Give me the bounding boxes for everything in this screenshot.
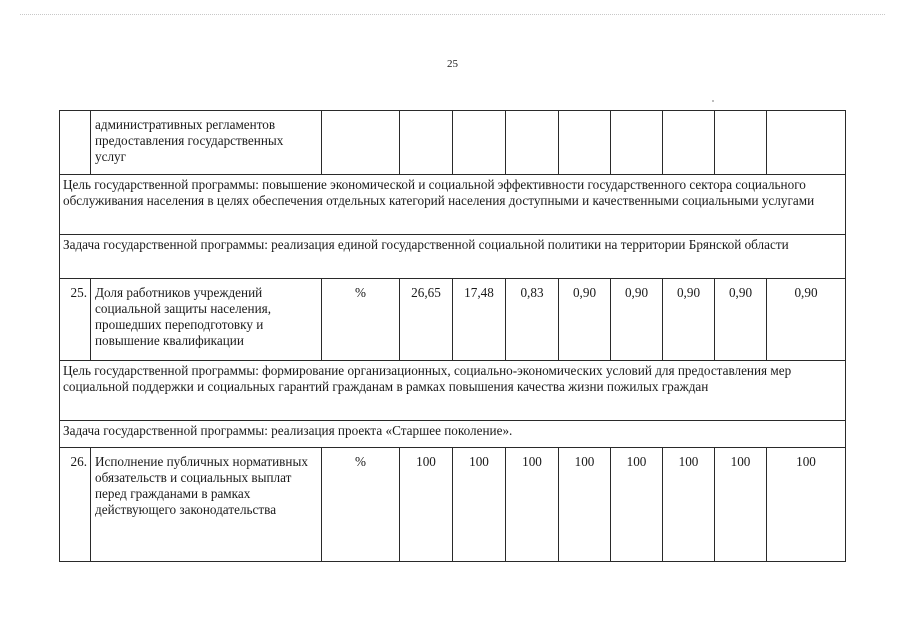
unit-cell: %	[322, 448, 400, 562]
indicator-name-cell: Доля работников учреждений социальной защиты населения, прошедших переподготовку и повышение квалификации	[91, 279, 322, 361]
value-cell: 100	[663, 448, 715, 562]
value-cell	[400, 111, 453, 175]
table-row	[60, 279, 846, 361]
value-cell: 26,65	[400, 279, 453, 361]
task-row	[60, 421, 846, 448]
scan-artifact-line	[20, 14, 885, 17]
unit-cell	[322, 111, 400, 175]
table-row	[60, 448, 846, 562]
value-cell	[611, 111, 663, 175]
goal-row	[60, 175, 846, 235]
value-cell: 100	[400, 448, 453, 562]
value-cell	[559, 111, 611, 175]
goal-text: Цель государственной программы: повышение экономической и социальной эффективности государственного сектора социального обслуживания населения в целях обеспечения отдельных категорий населения доступными и качественными социальными услугами	[60, 175, 846, 235]
task-text: Задача государственной программы: реализация единой государственной социальной политики на территории Брянской области	[60, 235, 846, 279]
unit-cell: %	[322, 279, 400, 361]
scan-artifact-dot	[712, 100, 714, 102]
value-cell: 100	[611, 448, 663, 562]
value-cell: 100	[559, 448, 611, 562]
value-cell: 0,90	[767, 279, 846, 361]
value-cell: 0,90	[715, 279, 767, 361]
value-cell	[663, 111, 715, 175]
task-row	[60, 235, 846, 279]
goal-text: Цель государственной программы: формирование организационных, социально-экономических условий для предоставления мер социальной поддержки и социальных гарантий гражданам в рамках повышения качества жизни пожилых граждан	[60, 361, 846, 421]
value-cell	[715, 111, 767, 175]
row-number-cell	[60, 111, 91, 175]
value-cell: 100	[506, 448, 559, 562]
value-cell: 0,83	[506, 279, 559, 361]
indicator-name-cell: административных регламентов предоставления государственных услуг	[91, 111, 322, 175]
indicators-table	[59, 110, 846, 562]
value-cell	[506, 111, 559, 175]
value-cell: 17,48	[453, 279, 506, 361]
value-cell: 100	[767, 448, 846, 562]
row-number-cell: 26.	[60, 448, 91, 562]
value-cell: 100	[453, 448, 506, 562]
value-cell	[453, 111, 506, 175]
goal-row	[60, 361, 846, 421]
indicator-name-cell: Исполнение публичных нормативных обязательств и социальных выплат перед гражданами в рамках действующего законодательства	[91, 448, 322, 562]
value-cell: 100	[715, 448, 767, 562]
row-number-cell: 25.	[60, 279, 91, 361]
page-number: 25	[447, 58, 458, 70]
task-text: Задача государственной программы: реализация проекта «Старшее поколение».	[60, 421, 846, 448]
value-cell: 0,90	[559, 279, 611, 361]
table-row	[60, 111, 846, 175]
value-cell: 0,90	[663, 279, 715, 361]
value-cell	[767, 111, 846, 175]
value-cell: 0,90	[611, 279, 663, 361]
